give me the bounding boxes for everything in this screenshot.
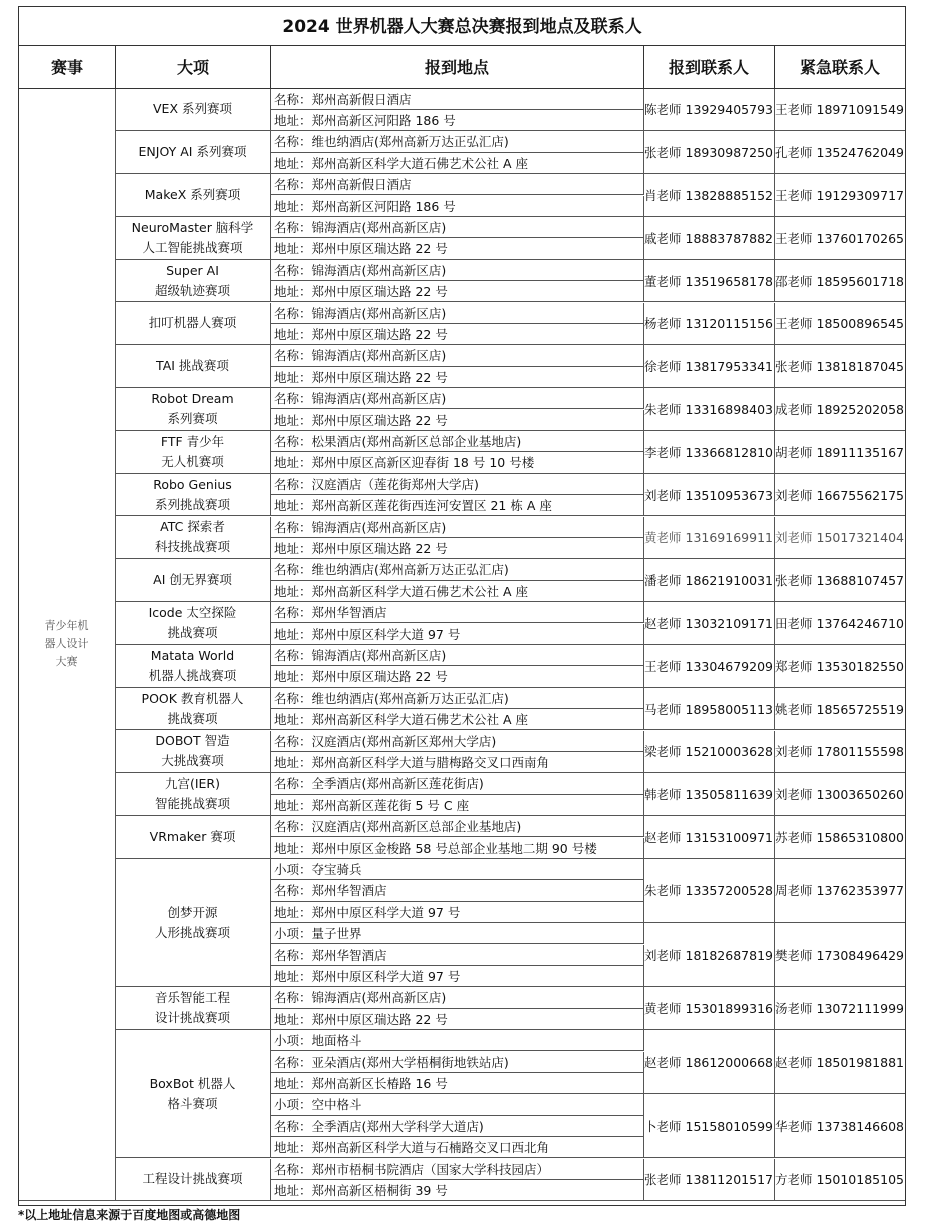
- location-line: 小项：量子世界: [270, 923, 644, 944]
- location-line: 名称：郑州华智酒店: [270, 945, 644, 966]
- emergency-contact: 华老师 13738146608: [774, 1094, 906, 1158]
- location-line: 地址：郑州高新区科学大道石佛艺术公社 A 座: [270, 581, 644, 602]
- location-line: 名称：锦海酒店(郑州高新区店): [270, 645, 644, 666]
- emergency-contact: 刘老师 13003650260: [774, 773, 906, 816]
- emergency-contact: 姚老师 18565725519: [774, 688, 906, 731]
- location-line: 地址：郑州高新区莲花街西连河安置区 21 栋 A 座: [270, 495, 644, 516]
- location-line: 地址：郑州中原区瑞达路 22 号: [270, 410, 644, 431]
- report-contact: 李老师 13366812810: [643, 431, 775, 474]
- header-competition: 赛事: [18, 46, 116, 89]
- header-contact: 报到联系人: [643, 46, 775, 89]
- location-line: 地址：郑州高新区梧桐街 39 号: [270, 1180, 644, 1201]
- report-contact: 卜老师 15158010599: [643, 1094, 775, 1158]
- emergency-contact: 刘老师 15017321404: [774, 517, 906, 560]
- report-contact: 朱老师 13316898403: [643, 388, 775, 431]
- location-line: 名称：锦海酒店(郑州高新区店): [270, 260, 644, 281]
- report-contact: 杨老师 13120115156: [643, 303, 775, 346]
- event-name: AI 创无界赛项: [115, 559, 271, 602]
- location-line: 名称：全季酒店(郑州高新区莲花街店): [270, 773, 644, 794]
- report-contact: 徐老师 13817953341: [643, 345, 775, 388]
- event-name: Icode 太空探险 挑战赛项: [115, 602, 271, 645]
- location-line: 名称：锦海酒店(郑州高新区店): [270, 345, 644, 366]
- event-name: VEX 系列赛项: [115, 89, 271, 132]
- location-line: 地址：郑州高新区科学大道石佛艺术公社 A 座: [270, 153, 644, 174]
- report-contact: 刘老师 13510953673: [643, 474, 775, 517]
- location-line: 名称：汉庭酒店（莲花街郑州大学店): [270, 474, 644, 495]
- report-contact: 黄老师 15301899316: [643, 987, 775, 1030]
- location-line: 地址：郑州中原区瑞达路 22 号: [270, 238, 644, 259]
- location-line: 地址：郑州中原区科学大道 97 号: [270, 902, 644, 923]
- location-line: 名称：维也纳酒店(郑州高新万达正弘汇店): [270, 688, 644, 709]
- location-line: 地址：郑州中原区高新区迎春街 18 号 10 号楼: [270, 452, 644, 473]
- location-line: 名称：锦海酒店(郑州高新区店): [270, 388, 644, 409]
- report-contact: 赵老师 13032109171: [643, 602, 775, 645]
- emergency-contact: 王老师 19129309717: [774, 174, 906, 217]
- report-contact: 戚老师 18883787882: [643, 217, 775, 260]
- location-line: 名称：郑州高新假日酒店: [270, 174, 644, 195]
- location-line: 名称：锦海酒店(郑州高新区店): [270, 217, 644, 238]
- location-line: 小项：夺宝骑兵: [270, 859, 644, 880]
- page-title: 2024 世界机器人大赛总决赛报到地点及联系人: [18, 6, 906, 46]
- header-category: 大项: [115, 46, 271, 89]
- event-name: FTF 青少年 无人机赛项: [115, 431, 271, 474]
- report-contact: 王老师 13304679209: [643, 645, 775, 688]
- header-emergency: 紧急联系人: [774, 46, 906, 89]
- competition-name: 青少年机器人设计大赛: [18, 89, 116, 1202]
- event-name: 音乐智能工程 设计挑战赛项: [115, 987, 271, 1030]
- location-line: 地址：郑州中原区瑞达路 22 号: [270, 1009, 644, 1030]
- location-line: 名称：亚朵酒店(郑州大学梧桐街地铁站店): [270, 1052, 644, 1073]
- location-line: 地址：郑州高新区河阳路 186 号: [270, 110, 644, 131]
- location-line: 名称：汉庭酒店(郑州高新区总部企业基地店): [270, 816, 644, 837]
- event-name: ENJOY AI 系列赛项: [115, 131, 271, 174]
- emergency-contact: 邵老师 18595601718: [774, 260, 906, 303]
- location-line: 名称：郑州华智酒店: [270, 880, 644, 901]
- location-line: 名称：锦海酒店(郑州高新区店): [270, 987, 644, 1008]
- location-line: 小项：地面格斗: [270, 1030, 644, 1051]
- event-name: POOK 教育机器人 挑战赛项: [115, 688, 271, 731]
- location-line: 名称：锦海酒店(郑州高新区店): [270, 517, 644, 538]
- location-line: 地址：郑州中原区金梭路 58 号总部企业基地二期 90 号楼: [270, 838, 644, 859]
- event-name: TAI 挑战赛项: [115, 345, 271, 388]
- location-line: 地址：郑州高新区科学大道与腊梅路交叉口西南角: [270, 752, 644, 773]
- location-line: 地址：郑州高新区莲花街 5 号 C 座: [270, 795, 644, 816]
- location-line: 地址：郑州中原区科学大道 97 号: [270, 624, 644, 645]
- emergency-contact: 王老师 18500896545: [774, 303, 906, 346]
- emergency-contact: 汤老师 13072111999: [774, 987, 906, 1030]
- event-name: Robot Dream 系列赛项: [115, 388, 271, 431]
- report-contact: 肖老师 13828885152: [643, 174, 775, 217]
- emergency-contact: 郑老师 13530182550: [774, 645, 906, 688]
- emergency-contact: 刘老师 16675562175: [774, 474, 906, 517]
- emergency-contact: 周老师 13762353977: [774, 859, 906, 923]
- report-contact: 潘老师 18621910031: [643, 559, 775, 602]
- report-contact: 韩老师 13505811639: [643, 773, 775, 816]
- emergency-contact: 张老师 13818187045: [774, 345, 906, 388]
- report-contact: 陈老师 13929405793: [643, 89, 775, 132]
- event-name: MakeX 系列赛项: [115, 174, 271, 217]
- emergency-contact: 田老师 13764246710: [774, 602, 906, 645]
- emergency-contact: 王老师 18971091549: [774, 89, 906, 132]
- location-line: 名称：全季酒店(郑州大学科学大道店): [270, 1116, 644, 1137]
- report-contact: 赵老师 18612000668: [643, 1030, 775, 1094]
- report-contact: 马老师 18958005113: [643, 688, 775, 731]
- location-line: 名称：松果酒店(郑州高新区总部企业基地店): [270, 431, 644, 452]
- emergency-contact: 成老师 18925202058: [774, 388, 906, 431]
- location-line: 地址：郑州高新区科学大道石佛艺术公社 A 座: [270, 709, 644, 730]
- emergency-contact: 刘老师 17801155598: [774, 731, 906, 774]
- report-contact: 刘老师 18182687819: [643, 923, 775, 987]
- location-line: 地址：郑州中原区瑞达路 22 号: [270, 666, 644, 687]
- location-line: 名称：锦海酒店(郑州高新区店): [270, 303, 644, 324]
- location-line: 名称：郑州高新假日酒店: [270, 89, 644, 110]
- emergency-contact: 王老师 13760170265: [774, 217, 906, 260]
- location-line: 地址：郑州高新区河阳路 186 号: [270, 196, 644, 217]
- event-name: 九宫(IER) 智能挑战赛项: [115, 773, 271, 816]
- event-name: VRmaker 赛项: [115, 816, 271, 859]
- emergency-contact: 孔老师 13524762049: [774, 131, 906, 174]
- location-line: 名称：郑州华智酒店: [270, 602, 644, 623]
- location-line: 名称：维也纳酒店(郑州高新万达正弘汇店): [270, 131, 644, 152]
- event-name: Robo Genius 系列挑战赛项: [115, 474, 271, 517]
- emergency-contact: 赵老师 18501981881: [774, 1030, 906, 1094]
- report-contact: 张老师 18930987250: [643, 131, 775, 174]
- event-name: 创梦开源 人形挑战赛项: [115, 859, 271, 987]
- header-location: 报到地点: [270, 46, 644, 89]
- location-line: 小项：空中格斗: [270, 1094, 644, 1115]
- event-name: Super AI 超级轨迹赛项: [115, 260, 271, 303]
- emergency-contact: 樊老师 17308496429: [774, 923, 906, 987]
- report-contact: 朱老师 13357200528: [643, 859, 775, 923]
- location-line: 名称：汉庭酒店(郑州高新区郑州大学店): [270, 731, 644, 752]
- event-name: BoxBot 机器人 格斗赛项: [115, 1030, 271, 1158]
- event-name: ATC 探索者 科技挑战赛项: [115, 517, 271, 560]
- location-line: 地址：郑州高新区科学大道与石楠路交叉口西北角: [270, 1137, 644, 1158]
- location-line: 地址：郑州中原区瑞达路 22 号: [270, 324, 644, 345]
- report-table: [18, 6, 906, 1228]
- emergency-contact: 胡老师 18911135167: [774, 431, 906, 474]
- report-contact: 梁老师 15210003628: [643, 731, 775, 774]
- location-line: 地址：郑州中原区科学大道 97 号: [270, 966, 644, 987]
- event-name: 扣叮机器人赛项: [115, 303, 271, 346]
- report-contact: 董老师 13519658178: [643, 260, 775, 303]
- location-line: 地址：郑州中原区瑞达路 22 号: [270, 538, 644, 559]
- report-contact: 黄老师 13169169911: [643, 517, 775, 560]
- location-line: 地址：郑州中原区瑞达路 22 号: [270, 367, 644, 388]
- event-name: NeuroMaster 脑科学 人工智能挑战赛项: [115, 217, 271, 260]
- emergency-contact: 张老师 13688107457: [774, 559, 906, 602]
- emergency-contact: 方老师 15010185105: [774, 1159, 906, 1202]
- report-contact: 张老师 13811201517: [643, 1159, 775, 1202]
- report-contact: 赵老师 13153100971: [643, 816, 775, 859]
- emergency-contact: 苏老师 15865310800: [774, 816, 906, 859]
- location-line: 名称：维也纳酒店(郑州高新万达正弘汇店): [270, 559, 644, 580]
- event-name: 工程设计挑战赛项: [115, 1159, 271, 1202]
- event-name: DOBOT 智造 大挑战赛项: [115, 731, 271, 774]
- location-line: 地址：郑州中原区瑞达路 22 号: [270, 281, 644, 302]
- location-line: 地址：郑州高新区长椿路 16 号: [270, 1073, 644, 1094]
- event-name: Matata World 机器人挑战赛项: [115, 645, 271, 688]
- location-line: 名称：郑州市梧桐书院酒店（国家大学科技园店）: [270, 1159, 644, 1180]
- footnote: *以上地址信息来源于百度地图或高德地图: [18, 1208, 241, 1222]
